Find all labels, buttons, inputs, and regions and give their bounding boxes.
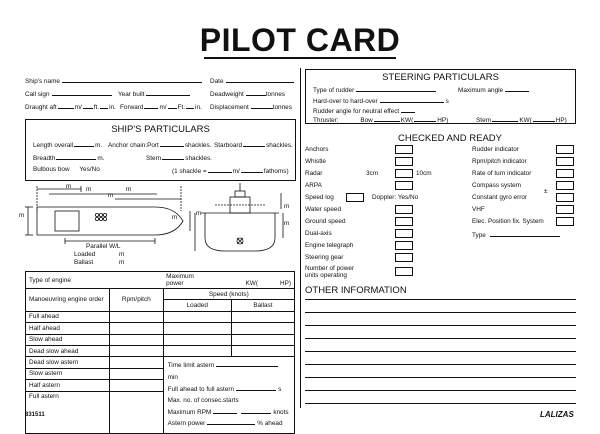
table-row	[26, 345, 295, 356]
gyro-plus-minus: ±	[544, 188, 548, 195]
breadth-unit: m.	[97, 155, 105, 162]
order-label: Slow astern	[29, 370, 63, 378]
order-label: Full ahead	[29, 313, 59, 321]
rpm-cell[interactable]	[109, 380, 163, 391]
order-label: Dead slow astern	[29, 359, 79, 367]
max-consec-starts-label: Max. no. of consec.starts	[167, 397, 239, 405]
order-label: Slow ahead	[29, 336, 63, 344]
check-label-gyro-error: Constant gyro error	[472, 194, 528, 201]
radar-10cm-label: 10cm	[416, 170, 432, 177]
checkbox-rpm-pitch-indicator[interactable]	[556, 157, 574, 166]
stern-shackles-unit: shackles.	[185, 155, 212, 162]
order-label: Dead slow ahead	[29, 347, 79, 355]
max-power-kw: KW(	[245, 280, 258, 287]
checkbox-position-fix[interactable]	[556, 217, 574, 226]
stern-label: Stern	[146, 155, 162, 162]
forward-label: Forward	[120, 104, 144, 111]
steering-particulars-heading: STEERING PARTICULARS	[382, 72, 499, 83]
thruster-bow-kw: KW(	[400, 117, 414, 124]
maximum-power-label: Maximum power	[166, 273, 194, 287]
maximum-rpm-knots: knots	[273, 408, 289, 416]
check-label-speed-log: Speed log	[305, 194, 334, 201]
time-limit-astern-field[interactable]	[168, 360, 290, 383]
checkbox-rate-of-turn[interactable]	[556, 169, 574, 178]
anchor-chain-field[interactable]	[108, 140, 211, 150]
ballast-cell[interactable]	[231, 323, 294, 334]
column-divider	[300, 68, 301, 408]
table-row	[26, 323, 295, 334]
checkbox-engine-telegraph[interactable]	[395, 241, 413, 250]
product-code: 831511	[25, 412, 45, 418]
hard-over-label: Hard-over to hard-over	[313, 98, 378, 105]
loaded-m: m	[119, 251, 125, 258]
dim-m-6: m	[172, 214, 178, 221]
year-built-label: Year built	[118, 91, 145, 98]
max-consec-starts-field[interactable]	[168, 395, 290, 407]
ballast-header: Ballast	[253, 302, 273, 310]
order-label: Full astern	[29, 392, 59, 400]
other-info-line[interactable]	[305, 364, 576, 365]
rpm-cell[interactable]	[109, 368, 163, 379]
thruster-label: Thruster:	[313, 117, 339, 124]
checkbox-radar[interactable]	[395, 169, 413, 178]
astern-power-pct: % ahead	[257, 420, 283, 428]
anchor-chain-label: Anchor chain:Port	[108, 142, 159, 149]
checkbox-power-units[interactable]	[395, 267, 413, 276]
ballast-cell[interactable]	[231, 311, 294, 322]
ballast-label: Ballast	[74, 259, 94, 266]
loaded-cell[interactable]	[163, 334, 231, 345]
table-row	[26, 334, 295, 345]
dim-m-5: m	[19, 212, 25, 219]
ships-name-label: Ship's name	[25, 78, 60, 85]
ballast-cell[interactable]	[231, 345, 294, 356]
checkbox-dual-axis[interactable]	[395, 229, 413, 238]
ships-name-field[interactable]	[25, 76, 202, 86]
check-label-rate-of-turn: Rate of turn indicator	[472, 170, 532, 177]
bulbous-bow-field[interactable]	[33, 166, 100, 174]
checkbox-rudder-indicator[interactable]	[556, 145, 574, 154]
dim-m-9: m	[284, 220, 290, 227]
time-limit-astern-label: Time limit astern	[167, 362, 215, 370]
rpm-cell[interactable]	[109, 334, 163, 345]
rpm-cell[interactable]	[109, 391, 163, 433]
checkbox-water-speed[interactable]	[395, 205, 413, 214]
deadweight-unit: tonnes	[265, 91, 285, 98]
check-label-anchors: Anchors	[305, 146, 329, 153]
full-ahead-astern-field[interactable]	[168, 384, 290, 396]
thruster-stern-hp: HP)	[555, 117, 567, 124]
hard-over-unit: s	[445, 98, 449, 105]
rpm-cell[interactable]	[109, 311, 163, 322]
check-label-whistle: Whistle	[305, 158, 326, 165]
page-title: PILOT CARD	[199, 22, 401, 58]
time-limit-unit: min	[167, 373, 178, 381]
doppler-label[interactable]: Doppler: Yes/No	[372, 194, 419, 201]
table-row	[26, 272, 295, 289]
breadth-field[interactable]	[33, 153, 105, 163]
thruster-bow-label: Bow	[360, 117, 373, 124]
shackle-m-unit: m/	[232, 168, 240, 175]
starboard-field[interactable]	[214, 140, 293, 150]
check-label-arpa: ARPA	[305, 182, 322, 189]
check-label-engine-telegraph: Engine telegraph	[305, 242, 354, 249]
order-label: Half astern	[29, 381, 60, 389]
ship-dimension-diagram	[25, 183, 300, 268]
dim-m-2: m	[86, 186, 92, 193]
rpm-cell[interactable]	[109, 357, 163, 368]
brand-logo: LALIZAS	[540, 410, 574, 419]
check-label-power-units: Number of power units operating	[305, 265, 355, 279]
other-info-line[interactable]	[305, 351, 576, 352]
checkbox-vhf[interactable]	[556, 205, 574, 214]
forward-field[interactable]	[120, 102, 202, 112]
call-sign-field[interactable]	[25, 89, 112, 99]
call-sign-label: Call sign	[25, 91, 50, 98]
dim-m-8: m	[284, 203, 290, 210]
table-row	[26, 289, 295, 300]
other-information-heading: OTHER INFORMATION	[305, 285, 407, 296]
check-label-steering-gear: Steering gear	[305, 254, 344, 261]
port-shackles-unit: shackles.	[184, 142, 212, 149]
maximum-rpm-label: Maximum RPM	[167, 408, 212, 416]
rpm-pitch-header: Rpm/pitch	[121, 296, 151, 304]
stern-anchor-field[interactable]	[146, 153, 212, 163]
astern-power-label: Astern power	[167, 420, 206, 428]
forward-m: m/	[159, 104, 167, 111]
maximum-angle-field[interactable]	[458, 85, 529, 95]
other-info-line[interactable]	[305, 325, 576, 326]
draught-aft-label: Draught aft	[25, 104, 57, 111]
starboard-label: Starboard	[214, 142, 243, 149]
length-overall-label: Length overall	[33, 142, 74, 149]
deadweight-label: Deadweight	[210, 91, 244, 98]
table-row	[26, 311, 295, 322]
astern-details-cell	[163, 357, 294, 434]
max-power-hp: HP)	[279, 280, 291, 287]
hard-over-field[interactable]	[313, 96, 449, 106]
dim-m-4: m	[108, 192, 114, 199]
check-label-radar: Radar	[305, 170, 323, 177]
order-label: Half ahead	[29, 324, 60, 332]
checkbox-gyro-error[interactable]	[556, 193, 574, 202]
check-label-position-fix: Elec. Position fix. System	[472, 218, 544, 225]
dim-m-7: m	[196, 210, 202, 217]
loaded-label: Loaded	[74, 251, 96, 258]
draught-aft-m: m/	[74, 104, 82, 111]
checkbox-ground-speed[interactable]	[395, 217, 413, 226]
other-info-line[interactable]	[305, 377, 576, 378]
date-label: Date	[210, 78, 224, 85]
forward-in: in.	[195, 104, 202, 111]
year-built-field[interactable]	[118, 89, 190, 99]
checkbox-anchors[interactable]	[395, 145, 413, 154]
maximum-rpm-field[interactable]	[168, 407, 290, 419]
other-info-line[interactable]	[305, 403, 576, 404]
thruster-bow-hp: HP)	[437, 117, 449, 124]
check-label-dual-axis: Dual-axis	[305, 230, 332, 237]
astern-power-field[interactable]	[168, 418, 290, 430]
thruster-stern-kw: KW(	[519, 117, 532, 124]
check-label-vhf: VHF	[472, 206, 485, 213]
ballast-m: m	[119, 259, 125, 266]
other-info-line[interactable]	[305, 299, 576, 300]
checked-ready-heading: CHECKED AND READY	[398, 133, 502, 144]
radar-3cm-label: 3cm	[366, 170, 379, 177]
ships-particulars-heading: SHIP'S PARTICULARS	[111, 124, 210, 135]
dim-m-3: m	[126, 186, 132, 193]
date-field[interactable]	[210, 76, 294, 86]
loaded-cell[interactable]	[163, 323, 231, 334]
manoeuvring-order-header: Manoeuvring engine order	[29, 296, 104, 304]
speed-knots-header: Speed (knots)	[208, 290, 249, 298]
thruster-field[interactable]	[313, 115, 567, 125]
bulbous-bow-yes-no[interactable]: Yes/No	[79, 166, 100, 173]
maximum-angle-label: Maximum angle	[458, 87, 504, 94]
parallel-wl-label: Parallel W/L	[86, 243, 121, 250]
other-info-line[interactable]	[305, 338, 576, 339]
draught-aft-ft: ft.	[93, 104, 100, 111]
breadth-label: Breadth	[33, 155, 56, 162]
starboard-shackles-unit: shackles.	[266, 142, 293, 149]
shackle-length-field[interactable]	[172, 166, 289, 176]
full-ahead-astern-unit: s	[278, 385, 282, 393]
other-info-line[interactable]	[305, 390, 576, 391]
shackle-fathoms-unit: fathoms)	[263, 168, 289, 175]
loaded-cell[interactable]	[163, 345, 231, 356]
checkbox-whistle[interactable]	[395, 157, 413, 166]
type-of-rudder-label: Type of rudder	[313, 87, 355, 94]
ballast-cell[interactable]	[231, 334, 294, 345]
checkbox-compass-system[interactable]	[556, 181, 574, 190]
checkbox-speed-log[interactable]	[346, 193, 364, 202]
check-label-ground-speed: Ground speed	[305, 218, 346, 225]
loaded-header: Loaded	[186, 302, 208, 310]
bulbous-bow-label: Bulbous bow	[33, 166, 70, 173]
check-label-type[interactable]	[472, 230, 560, 240]
draught-aft-in: in.	[109, 104, 116, 111]
rpm-cell[interactable]	[109, 323, 163, 334]
type-of-engine-label: Type of engine	[29, 276, 71, 284]
rpm-cell[interactable]	[109, 345, 163, 356]
forward-ft: Ft.	[177, 104, 186, 111]
displacement-unit: tonnes	[272, 104, 292, 111]
engine-table	[25, 271, 295, 434]
one-shackle-label: (1 shackle =	[172, 168, 207, 175]
thruster-stern-label: Stern	[476, 117, 492, 124]
type-of-rudder-field[interactable]	[313, 85, 436, 95]
type-label: Type	[472, 232, 486, 239]
checkbox-steering-gear[interactable]	[395, 253, 413, 262]
length-overall-field[interactable]	[33, 140, 102, 150]
check-label-rudder-indicator: Rudder indicator	[472, 146, 519, 153]
title-underline	[204, 57, 396, 59]
displacement-field[interactable]	[210, 102, 292, 112]
check-label-water-speed: Water speed	[305, 206, 341, 213]
loaded-cell[interactable]	[163, 311, 231, 322]
deadweight-field[interactable]	[210, 89, 285, 99]
other-info-line[interactable]	[305, 312, 576, 313]
check-label-compass-system: Compass system	[472, 182, 522, 189]
rudder-neutral-label: Rudder angle for neutral effect	[313, 108, 400, 115]
draught-aft-field[interactable]	[25, 102, 116, 112]
table-row	[26, 357, 295, 368]
dim-m-1: m	[66, 183, 72, 190]
checkbox-arpa[interactable]	[395, 181, 413, 190]
check-label-rpm-pitch-indicator: Rpm/pitch indicator	[472, 158, 527, 165]
length-overall-unit: m.	[95, 142, 103, 149]
full-ahead-astern-label: Full ahead to full astern	[167, 385, 235, 393]
displacement-label: Displacement	[210, 104, 249, 111]
